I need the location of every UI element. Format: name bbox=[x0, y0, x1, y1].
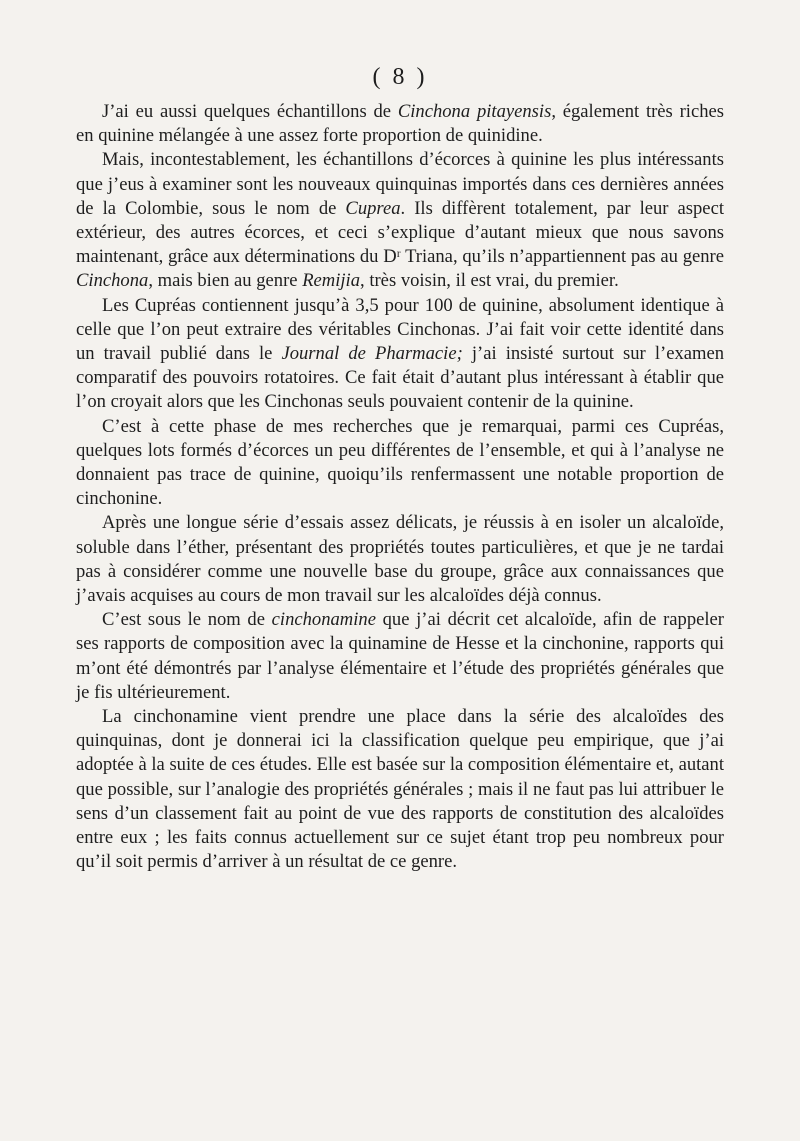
text-run: Mais, incontestablement, les échantillons d’écorces à quinine les plus intéressants que j’eus à examiner sont les nouveaux quinquinas importés dans ces dernières années de la Colombie, sous le nom de bbox=[76, 149, 724, 219]
page-number: ( 8 ) bbox=[372, 64, 428, 90]
italic-term: Cinchona pitayensis bbox=[397, 101, 552, 122]
italic-term: Cuprea bbox=[345, 197, 401, 219]
text-run: J’ai eu aussi quelques échantillons de bbox=[102, 101, 398, 122]
paragraph bbox=[76, 100, 724, 148]
text-run: Les Cupréas contiennent jusqu’à 3,5 pour 100 de quinine, absolument identique à celle que l’on peut extraire des véritables Cinchonas. J’ai fait voir cette identité dans un travail publié dans le bbox=[76, 294, 724, 365]
body-text bbox=[76, 100, 724, 875]
paragraph bbox=[76, 148, 724, 293]
paragraph bbox=[76, 415, 724, 512]
text-run: La cinchonamine vient prendre une place dans la série des alcaloïdes des quinquinas, dont je donnerai ici la classification quelque peu empirique, que j’ai adoptée à la suite de ces études. Elle est basée sur la composition élémentaire et, autant que possible, sur l’analogie des propriétés générales ; mais il ne faut pas lui attribuer le sens d’un classement fait au point de vue des rapports de constitution des alcaloïdes entre eux ; les faits connus actuellement sur ce sujet étant trop peu nombreux pour qu’il soit permis d’arriver à un résultat de ce genre. bbox=[76, 706, 724, 873]
text-run: . Ils diffèrent totalement, par leur aspect extérieur, des autres écorces, et ceci s’explique d’autant mieux que nous savons maintenant, grâce aux déterminations du Dʳ Triana, qu’ils n’appartiennent pas au genre bbox=[76, 197, 724, 268]
text-run: , également très riches en quinine mélangée à une assez forte proportion de quinidine. bbox=[76, 101, 724, 147]
text-run: , mais bien au genre bbox=[148, 270, 303, 292]
text-run: , très voisin, il est vrai, du premier. bbox=[360, 270, 619, 292]
paragraph bbox=[76, 294, 724, 415]
text-run: Après une longue série d’essais assez délicats, je réussis à en isoler un alcaloïde, soluble dans l’éther, présentant des propriétés toutes particulières, et que je ne tardai pas à considérer comme une nouvelle base du groupe, grâce aux connaissances que j’avais acquises au cours de mon travail sur les alcaloïdes déjà connus. bbox=[76, 512, 724, 607]
italic-term: Journal de Pharmacie; bbox=[281, 343, 463, 365]
text-run: C’est sous le nom de bbox=[102, 609, 272, 631]
paragraph bbox=[76, 705, 724, 874]
text-run: C’est à cette phase de mes recherches que je remarquai, parmi ces Cupréas, quelques lots formés d’écorces un peu différentes de l’ensemble, et qui à l’analyse ne donnaient pas trace de quinine, quoiqu’ils renfermassent une notable proportion de cinchonine. bbox=[76, 415, 724, 510]
italic-term: Remijia bbox=[302, 270, 361, 292]
text-run: que j’ai décrit cet alcaloïde, afin de rappeler ses rapports de composition avec la quinamine de Hesse et la cinchonine, rapports qui m’ont été démontrés par l’analyse élémentaire et l’étude des propriétés générales que je fis ultérieurement. bbox=[76, 609, 724, 703]
italic-term: cinchonamine bbox=[271, 609, 376, 631]
italic-term: Cinchona bbox=[76, 270, 149, 292]
text-run: j’ai insisté surtout sur l’examen comparatif des pouvoirs rotatoires. Ce fait était d’autant plus intéressant à établir que l’on croyait alors que les Cinchonas seuls pouvaient contenir de la quinine. bbox=[76, 343, 725, 413]
paragraph bbox=[76, 608, 724, 705]
paragraph bbox=[76, 511, 724, 608]
